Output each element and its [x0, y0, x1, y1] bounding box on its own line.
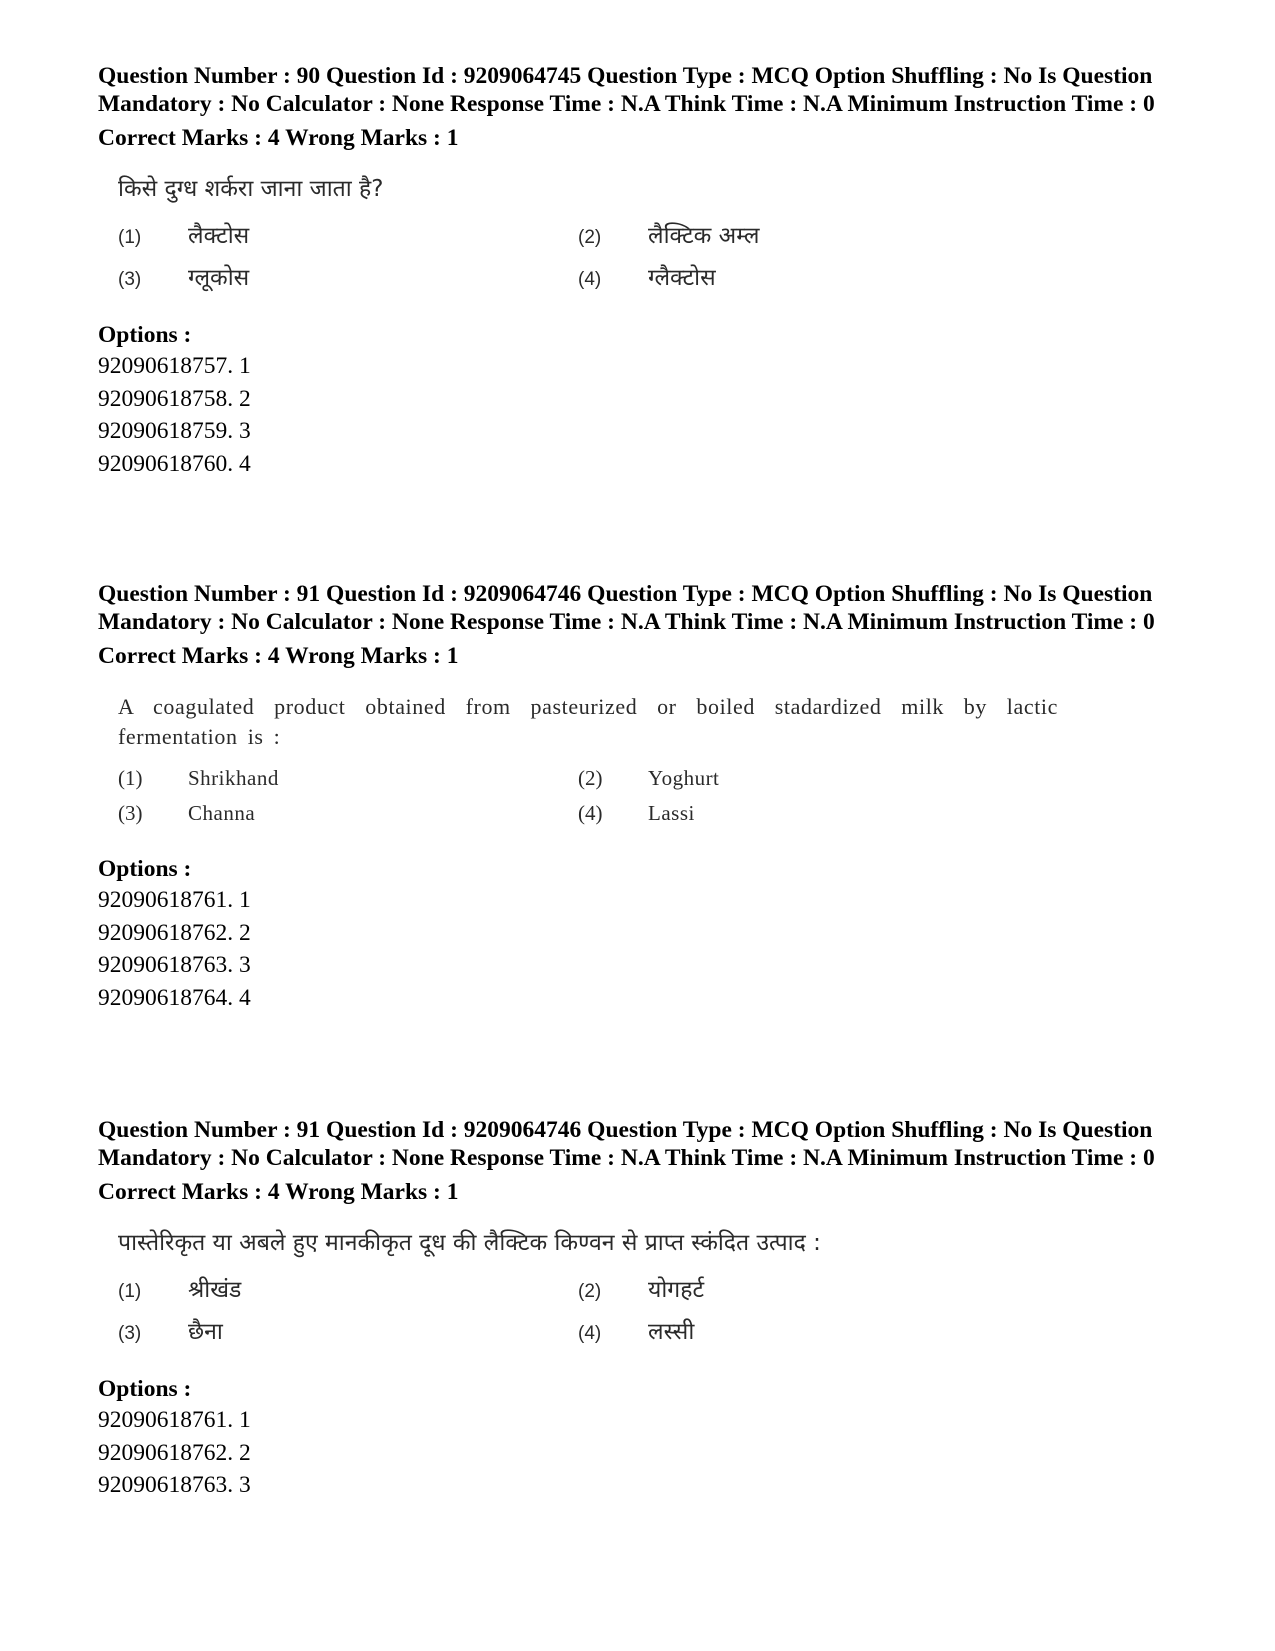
- option-line: 92090618763. 3: [98, 952, 251, 978]
- option-line: 92090618762. 2: [98, 1439, 251, 1466]
- question-text: पास्तेरिकृत या अबले हुए मानकीकृत दूध की लैक्टिक किण्वन से प्राप्त स्कंदित उत्पाद :: [118, 1230, 821, 1256]
- options-title: Options :: [98, 322, 192, 348]
- choice-label: लैक्टोस: [188, 223, 250, 249]
- question-image-content: [118, 692, 1058, 826]
- choice-number: (2): [578, 766, 603, 790]
- choice-label: लस्सी: [648, 1319, 695, 1345]
- choice-item: [118, 766, 578, 791]
- question-text: किसे दुग्ध शर्करा जाना जाता है?: [118, 176, 384, 202]
- choice-item: [118, 1314, 578, 1346]
- question-block: [98, 62, 1178, 480]
- choice-grid: [118, 218, 1058, 292]
- options-section: [98, 320, 1178, 480]
- choice-number: (1): [118, 766, 143, 790]
- choice-item: [578, 1272, 1038, 1304]
- marks-line: Correct Marks : 4 Wrong Marks : 1: [98, 1179, 459, 1205]
- choice-item: [118, 1272, 578, 1304]
- choice-label: ग्लैक्टोस: [648, 265, 716, 291]
- choice-item: [118, 801, 578, 826]
- option-line: 92090618763. 3: [98, 1472, 251, 1498]
- choice-grid: [118, 766, 1058, 826]
- choice-item: [118, 260, 578, 292]
- question-meta: Question Number : 90 Question Id : 9209064745 Question Type : MCQ Option Shuffling : No Is Question Mandatory : No Calculator : None Response Time : N.A Think Time : N.A Minimum Instruction Time : 0: [98, 63, 1155, 117]
- choice-label: लैक्टिक अम्ल: [648, 223, 760, 249]
- question-image-content: [118, 174, 1058, 292]
- choice-number: (3): [118, 801, 143, 825]
- option-line: 92090618761. 1: [98, 1407, 251, 1433]
- question-meta: Question Number : 91 Question Id : 9209064746 Question Type : MCQ Option Shuffling : No Is Question Mandatory : No Calculator : None Response Time : N.A Think Time : N.A Minimum Instruction Time : 0: [98, 1117, 1155, 1171]
- choice-item: [578, 1314, 1038, 1346]
- options-section: [98, 1374, 1178, 1502]
- marks-line: Correct Marks : 4 Wrong Marks : 1: [98, 125, 459, 151]
- choice-item: [578, 260, 1038, 292]
- choice-number: (1): [118, 227, 142, 248]
- choice-label: श्रीखंड: [188, 1277, 242, 1303]
- choice-label: Yoghurt: [648, 766, 720, 790]
- option-line: 92090618761. 1: [98, 887, 251, 913]
- choice-number: (4): [578, 801, 603, 825]
- question-text: A coagulated product obtained from pasteurized or boiled stadardized milk by lactic fermentation is :: [118, 694, 1058, 749]
- choice-label: Channa: [188, 801, 256, 825]
- choice-number: (4): [578, 1323, 602, 1344]
- options-title: Options :: [98, 856, 192, 882]
- question-block: [98, 580, 1178, 1014]
- choice-label: Lassi: [648, 801, 695, 825]
- option-line: 92090618759. 3: [98, 418, 251, 444]
- choice-label: ग्लूकोस: [188, 265, 250, 291]
- choice-number: (2): [578, 227, 602, 248]
- choice-item: [578, 766, 1038, 791]
- option-line: 92090618762. 2: [98, 919, 251, 946]
- choice-number: (2): [578, 1281, 602, 1302]
- options-title: Options :: [98, 1376, 192, 1402]
- options-section: [98, 854, 1178, 1014]
- option-line: 92090618764. 4: [98, 984, 251, 1011]
- choice-number: (3): [118, 269, 142, 290]
- question-meta: Question Number : 91 Question Id : 9209064746 Question Type : MCQ Option Shuffling : No Is Question Mandatory : No Calculator : None Response Time : N.A Think Time : N.A Minimum Instruction Time : 0: [98, 581, 1155, 635]
- choice-label: योगहर्ट: [648, 1277, 705, 1303]
- choice-item: [118, 218, 578, 250]
- question-image-content: [118, 1228, 1058, 1346]
- choice-grid: [118, 1272, 1058, 1346]
- choice-label: छैना: [188, 1319, 223, 1345]
- choice-number: (1): [118, 1281, 142, 1302]
- option-line: 92090618757. 1: [98, 353, 251, 379]
- choice-number: (3): [118, 1323, 142, 1344]
- choice-item: [578, 218, 1038, 250]
- choice-label: Shrikhand: [188, 766, 279, 790]
- question-block: [98, 1116, 1178, 1502]
- option-line: 92090618760. 4: [98, 450, 251, 477]
- choice-number: (4): [578, 269, 602, 290]
- option-line: 92090618758. 2: [98, 385, 251, 412]
- marks-line: Correct Marks : 4 Wrong Marks : 1: [98, 643, 459, 669]
- choice-item: [578, 801, 1038, 826]
